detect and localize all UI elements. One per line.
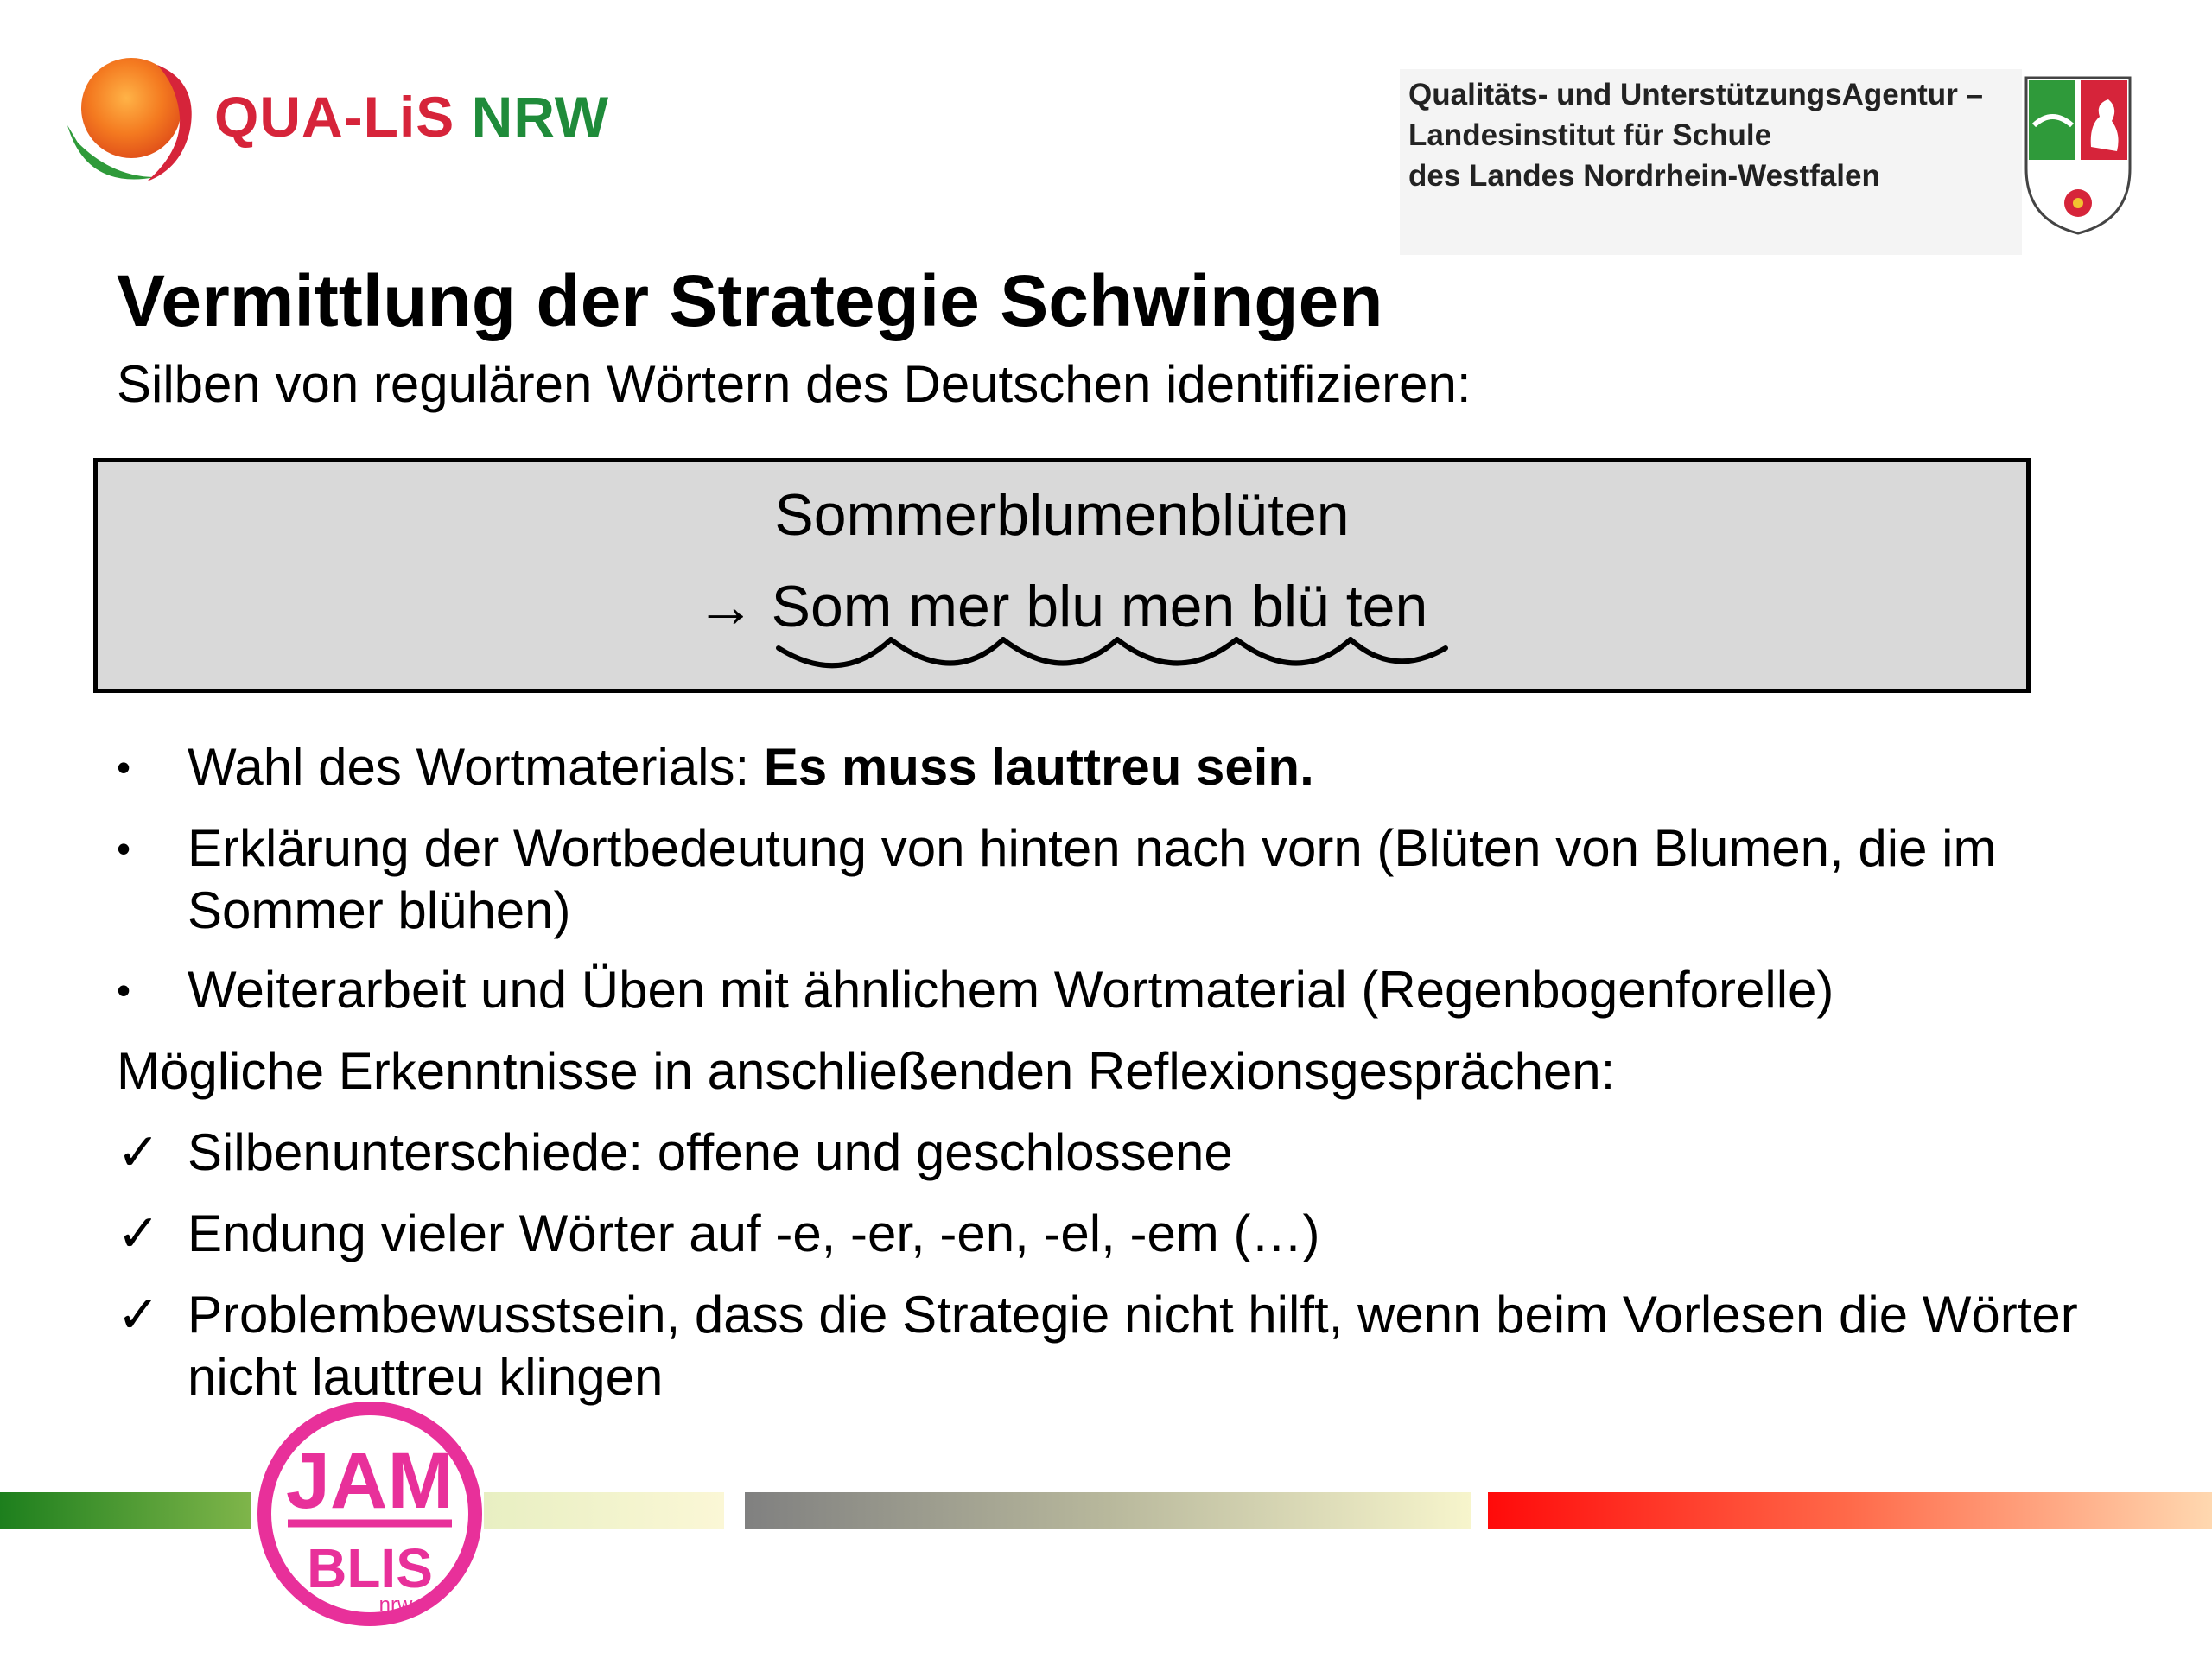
jam-logo-line2: BLIS <box>307 1537 433 1599</box>
bullet-icon: • <box>117 745 131 790</box>
checkmark-icon: ✓ <box>117 1123 161 1181</box>
agency-line-3: des Landes Nordrhein-Westfalen <box>1408 159 1880 193</box>
jam-logo-line3: nrw <box>378 1593 413 1617</box>
agency-block <box>1400 69 2022 255</box>
list-item-text: Erklärung der Wortbedeutung von hinten nach vorn (Blüten von Blumen, die im Sommer blühen) <box>188 819 1997 939</box>
jam-blis-logo <box>249 1395 491 1633</box>
reflection-intro: Mögliche Erkenntnisse in anschließenden Reflexionsgesprächen: <box>117 1042 1616 1100</box>
check-item-text: Endung vieler Wörter auf -e, -er, -en, -el, -em (…) <box>188 1205 1320 1262</box>
agency-line-2: Landesinstitut für Schule <box>1408 118 1772 152</box>
example-syllables: Som mer blu men blü ten <box>771 574 1428 639</box>
qualis-sun-icon <box>60 48 207 194</box>
syllable-arc <box>779 639 891 665</box>
syllable-arc <box>1003 639 1117 664</box>
example-word: Sommerblumenblüten <box>774 482 1350 548</box>
bullet-icon: • <box>117 968 131 1013</box>
check-item-text: Problembewusstsein, dass die Strategie nicht hilft, wenn beim Vorlesen die Wörter nicht lauttreu klingen <box>188 1286 2078 1406</box>
check-item-text: Silbenunterschiede: offene und geschlossene <box>188 1123 1233 1181</box>
footer-bar-red <box>1488 1492 2212 1529</box>
arrow-icon: → <box>696 574 755 639</box>
agency-line-1: Qualitäts- und UnterstützungsAgentur – <box>1408 78 1983 111</box>
jam-logo-line1: JAM <box>285 1437 454 1525</box>
list-item-text: Weiterarbeit und Üben mit ähnlichem Wortmaterial (Regenbogenforelle) <box>188 961 1834 1019</box>
footer-bar-grey <box>745 1492 1471 1529</box>
bullet-icon: • <box>117 826 131 871</box>
list-item-bold: Es muss lauttreu sein. <box>763 738 1314 796</box>
footer-bar-cream <box>484 1492 724 1529</box>
footer-bar-green <box>0 1492 251 1529</box>
checkmark-icon: ✓ <box>117 1286 161 1344</box>
checkmark-icon: ✓ <box>117 1205 161 1262</box>
slide-subtitle: Silben von regulären Wörtern des Deutschen identifizieren: <box>117 355 1471 413</box>
nrw-crest-icon <box>2022 73 2134 238</box>
qualis-wordmark <box>214 84 609 149</box>
qualis-wordmark-prefix: QUA-LiS <box>214 85 455 149</box>
example-box <box>93 458 2031 693</box>
qualis-logo <box>60 48 610 194</box>
syllable-arc <box>891 639 1003 664</box>
syllable-arc <box>1236 639 1351 664</box>
list-item-normal: Wahl des Wortmaterials: <box>188 738 764 796</box>
syllable-arc <box>1351 639 1446 661</box>
syllable-arcs <box>98 462 2026 689</box>
syllable-arc <box>1117 639 1236 664</box>
slide-title: Vermittlung der Strategie Schwingen <box>117 260 1383 341</box>
list-item-text <box>188 736 2130 798</box>
qualis-wordmark-suffix: NRW <box>454 85 610 149</box>
